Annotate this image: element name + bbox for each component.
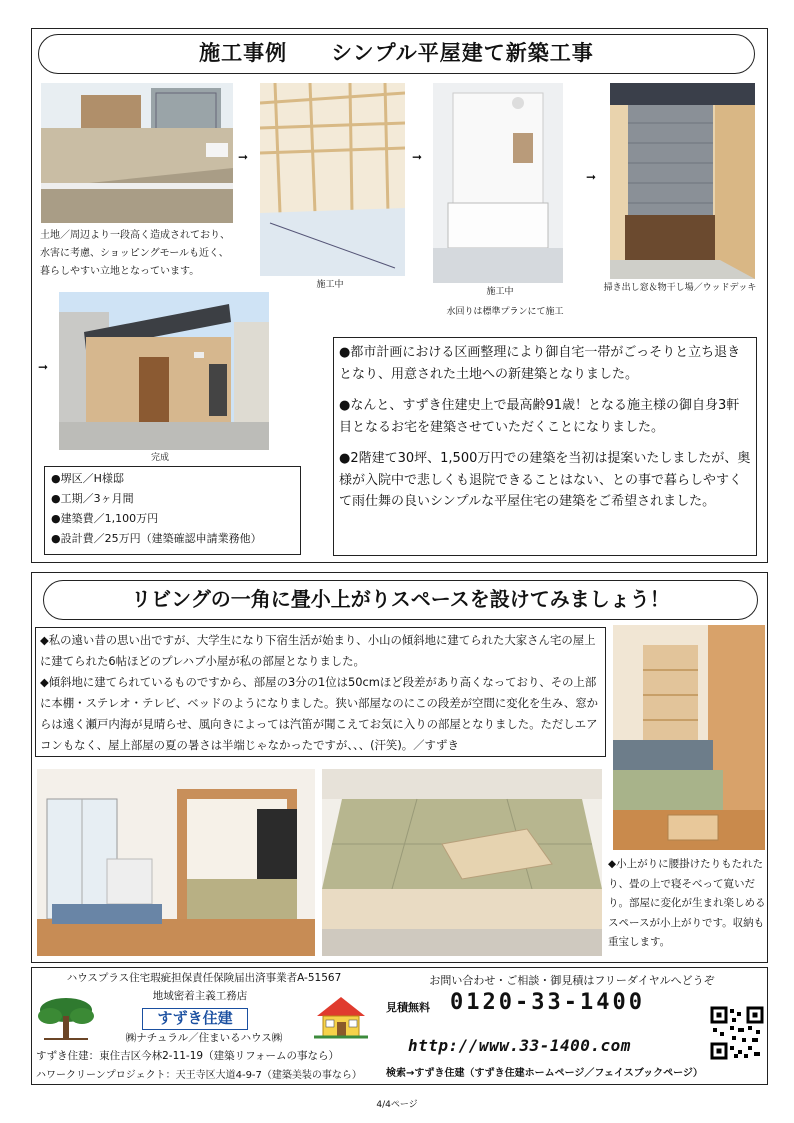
website-url[interactable]: http://www.33-1400.com bbox=[408, 1036, 631, 1055]
completed-caption: 完成 bbox=[150, 453, 169, 463]
page-number: 4/4ページ bbox=[376, 1100, 418, 1110]
bath-note: 水回りは標準プランにて施工 bbox=[446, 307, 564, 317]
arrow-3: ➞ bbox=[586, 170, 597, 184]
memoir-text bbox=[35, 627, 606, 757]
project-specs bbox=[44, 466, 301, 555]
search-hint: 検索→すずき住建（すずき住建ホームページ／フェイスブックページ） bbox=[386, 1068, 703, 1079]
arrow-2: ➞ bbox=[412, 150, 423, 164]
contact-text: お問い合わせ・ご相談・御見積はフリーダイヤルへどうぞ bbox=[429, 974, 715, 987]
arrow-4: ➞ bbox=[38, 360, 49, 374]
photo-tatami-storage bbox=[322, 769, 602, 956]
spec-period: ●工期／3ヶ月間 bbox=[51, 492, 134, 505]
photo-framing bbox=[260, 83, 405, 276]
section2-title: リビングの一角に畳小上がりスペースを設けてみましょう！ bbox=[43, 580, 758, 620]
story-paragraph-3: ●2階建て30坪、1,500万円での建築を当初は提案いたしましたが、奥様が入院中で悲しくも退院できることはない、との事で暮らしやすくて雨仕舞の良いシンプルな平屋住宅の建築をご希望されました。 bbox=[339, 451, 751, 509]
photo-tatami-corner bbox=[613, 625, 765, 850]
tatami-side-note: ◆小上がりに腰掛けたりもたれたり、畳の上で寝そべって寛いだり。部屋に変化が生まれ楽しめるスペースが小上がりです。収納も重宝します。 bbox=[608, 858, 766, 948]
brand-line: ㈱ナチュラル／住まいるハウス㈱ bbox=[125, 1032, 283, 1044]
framing-caption: 施工中 bbox=[316, 280, 344, 290]
lot-caption: 土地／周辺より一段高く造成されており、 水害に考慮、ショッピングモールも近く、 暮らしやすい立地となっています。 bbox=[40, 230, 230, 277]
photo-bathroom bbox=[433, 83, 563, 283]
photo-completed-house bbox=[59, 292, 269, 450]
license-text: ハウスプラス住宅瑕疵担保責任保険届出済事業者A-51567 bbox=[66, 972, 342, 984]
memoir-paragraph-1: ◆私の遠い昔の思い出ですが、大学生になり下宿生活が始まり、小山の傾斜地に建てられた大家さん宅の屋上に建てられた6帖ほどのプレハブ小屋が私の部屋となりました。 bbox=[40, 633, 596, 668]
arrow-1: ➞ bbox=[238, 150, 249, 164]
spec-location: ●堺区／H様邸 bbox=[51, 472, 124, 485]
deck-caption: 掃き出し窓＆物干し場／ウッドデッキ bbox=[603, 283, 757, 293]
address-2: ハワークリーンプロジェクト：天王寺区大道4-9-7（建築美装の事なら） bbox=[36, 1070, 362, 1081]
spec-cost: ●建築費／1,100万円 bbox=[51, 512, 159, 525]
photo-vacant-lot bbox=[41, 83, 233, 223]
tree-logo-icon bbox=[36, 996, 96, 1046]
company-logo: すずき住建 bbox=[142, 1008, 248, 1030]
memoir-paragraph-2: ◆傾斜地に建てられているものですから、部屋の3分の1位は50cmほど段差があり高くなっており、その上部に本棚・ステレオ・テレビ、ベッドのようになりました。狭い部屋なのにこの段差が空間に変化を生み、窓からは遠く瀬戸内海が見晴らせ、風向きによっては汽笛が聞こえてお気に入りの部屋となりました。ただしエアコンもなく、屋上部屋の夏の暑さは半端じゃなかったですが、、、(汗笑)。／すずき bbox=[40, 675, 599, 752]
estimate-label: 見積無料 bbox=[386, 1001, 430, 1014]
qr-code-icon[interactable] bbox=[710, 1006, 764, 1064]
project-story bbox=[333, 337, 757, 556]
story-paragraph-2: ●なんと、すずき住建史上で最高齢91歳！となる施主様の御自身3軒目となるお宅を建築させていただくことになりました。 bbox=[339, 398, 740, 435]
bath-caption: 施工中 bbox=[486, 287, 514, 297]
spec-design-fee: ●設計費／25万円（建築確認申請業務他） bbox=[51, 532, 262, 545]
photo-wood-deck bbox=[610, 83, 755, 279]
house-mascot-icon bbox=[314, 994, 368, 1044]
tagline: 地域密着主義工務店 bbox=[152, 990, 248, 1002]
story-paragraph-1: ●都市計画における区画整理により御自宅一帯がごっそりと立ち退きとなり、用意された土地への新建築となりました。 bbox=[339, 345, 741, 382]
phone-number[interactable]: 0120-33-1400 bbox=[450, 990, 645, 1015]
section1-title: 施工事例 シンプル平屋建て新築工事 bbox=[38, 34, 755, 74]
address-1: すずき住建：東住吉区今林2-11-19（建築リフォームの事なら） bbox=[36, 1050, 340, 1062]
photo-living-room bbox=[37, 769, 315, 956]
